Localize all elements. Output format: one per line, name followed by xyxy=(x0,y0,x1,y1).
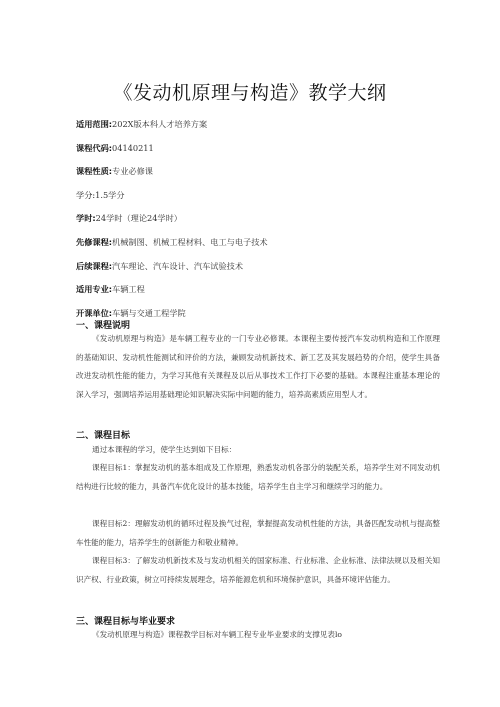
document-title: 《发动机原理与构造》教学大纲 xyxy=(113,82,387,104)
objectives-requirements-paragraph: 《发动机原理与构造》课程教学目标对车辆工程专业毕业要求的支撑见表lo xyxy=(92,630,342,639)
course-description-paragraph: 《发动机原理与构造》是车辆工程专业的一门专业必修课。本课程主要传授汽车发动机构造和工作原理的基础知识、发动机性能测试和评价的方法，兼顾发动机新技术、新工艺及其发展趋势的介绍，使学生具备改进发动机性能的能力，为学习其他有关课程及以后从事技术工作打下必要的基础。本课程注重基本理论的深入学习，强调培养运用基础理论知识解决实际中问题的能力，培养高素质应用型人才。 xyxy=(76,334,440,399)
meta-row-nature xyxy=(76,165,456,189)
section-heading-course-objectives: 二、课程目标 xyxy=(76,431,131,441)
meta-value: 车辆工程 xyxy=(112,284,145,295)
meta-label: 适用专业: xyxy=(76,284,113,295)
meta-value: 车辆与交通工程学院 xyxy=(112,307,186,318)
section-heading-objectives-requirements: 三、课程目标与毕业要求 xyxy=(76,617,176,627)
objective-1-paragraph: 课程目标1：掌握发动机的基本组成及工作原理，熟悉发动机各部分的装配关系，培养学生对不同发动机结构进行比较的能力，具备汽车优化设计的基本技能，培养学生自主学习和继续学习的能力。 xyxy=(76,463,440,491)
section-heading-course-description: 一、课程说明 xyxy=(76,321,131,331)
meta-row-credits xyxy=(76,189,456,213)
meta-label: 后续课程: xyxy=(76,260,113,271)
meta-row-code xyxy=(76,142,456,166)
meta-row-scope xyxy=(76,118,456,142)
meta-label: 课程性质: xyxy=(76,166,113,177)
meta-value: 24学时（理论24学时） xyxy=(95,213,182,224)
meta-label: 学分: xyxy=(76,189,96,200)
meta-row-followup xyxy=(76,260,456,284)
objective-2-paragraph: 课程目标2：理解发动机的循环过程及换气过程，掌握提高发动机性能的方法，具备匹配发动机与提高整车性能的能力，培养学生的创新能力和敬业精神。 xyxy=(76,519,440,547)
meta-value: 专业必修课 xyxy=(112,166,153,177)
meta-row-unit xyxy=(76,307,456,331)
meta-label: 开课单位: xyxy=(76,307,113,318)
meta-value: 04140211 xyxy=(112,142,154,153)
meta-label: 学时: xyxy=(76,213,96,224)
meta-label: 先修课程: xyxy=(76,236,113,247)
meta-value: 202X版本科人才培养方案 xyxy=(112,119,208,129)
meta-label: 适用范围: xyxy=(76,119,113,129)
meta-value: 汽车理论、汽车设计、汽车试验技术 xyxy=(112,260,244,271)
meta-label: 课程代码: xyxy=(76,142,113,153)
meta-value: 机械制图、机械工程材料、电工与电子技术 xyxy=(112,236,268,247)
meta-row-hours xyxy=(76,212,456,236)
objectives-intro: 通过本课程的学习，使学生达到如下目标： xyxy=(92,445,237,454)
course-info-block xyxy=(76,118,456,330)
meta-row-major xyxy=(76,283,456,307)
meta-value: 1.5学分 xyxy=(95,189,125,200)
meta-row-prerequisites xyxy=(76,236,456,260)
objective-3-paragraph: 课程目标3：了解发动机新技术及与发动机相关的国家标准、行业标准、企业标准、法律法规以及相关知识产权、行业政策，树立可持续发展理念，培养能源危机和环境保护意识，具备环境评估能力。 xyxy=(76,556,440,584)
